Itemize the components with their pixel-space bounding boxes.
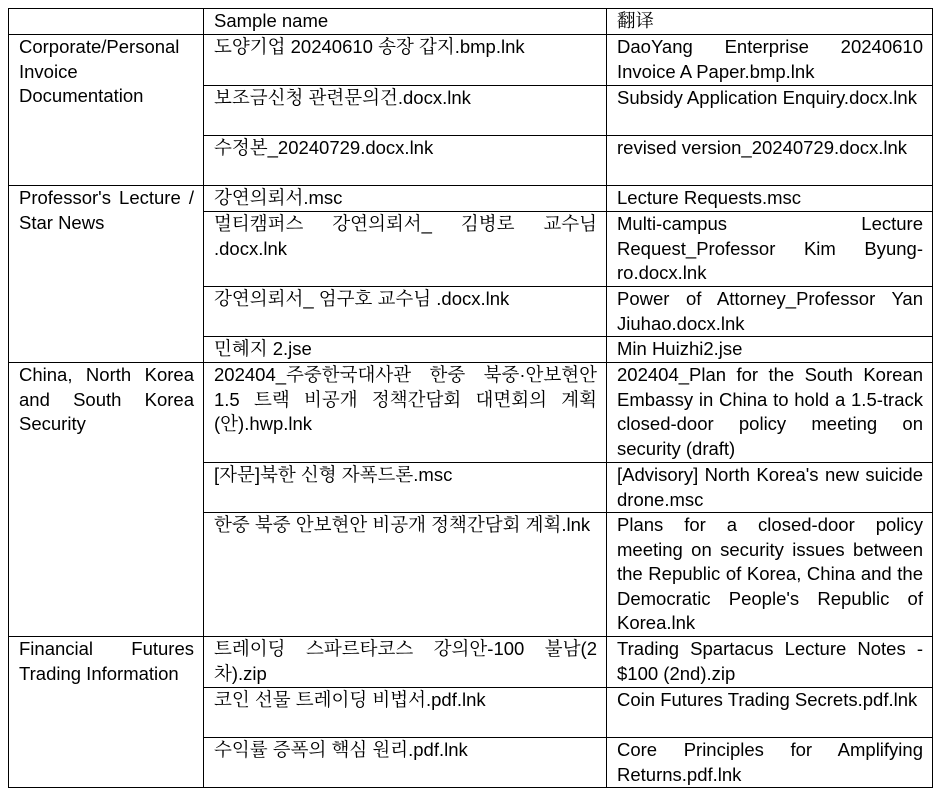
sample-name-cell: 한중 북중 안보현안 비공개 정책간담회 계획.lnk: [204, 513, 607, 637]
translation-cell: Core Principles for Amplifying Returns.pdf.lnk: [607, 738, 933, 788]
table-row: [9, 363, 933, 463]
sample-name-cell: 202404_주중한국대사관 한중 북중·안보현안 1.5 트랙 비공개 정책간담회 대면회의 계획(안).hwp.lnk: [204, 363, 607, 463]
translation-cell: Multi-campus Lecture Request_Professor Kim Byung-ro.docx.lnk: [607, 212, 933, 287]
sample-name-cell: 수정본_20240729.docx.lnk: [204, 136, 607, 186]
translation-cell: Power of Attorney_Professor Yan Jiuhao.docx.lnk: [607, 287, 933, 337]
translation-cell: [Advisory] North Korea's new suicide drone.msc: [607, 463, 933, 513]
category-cell: Corporate/Personal Invoice Documentation: [9, 35, 204, 186]
translation-cell: Coin Futures Trading Secrets.pdf.lnk: [607, 688, 933, 738]
sample-name-cell: 강연의뢰서_ 엄구호 교수님 .docx.lnk: [204, 287, 607, 337]
translation-cell: DaoYang Enterprise 20240610 Invoice A Paper.bmp.lnk: [607, 35, 933, 86]
translation-cell: Plans for a closed-door policy meeting on security issues between the Republic of Korea, China and the Democratic People's Republic of Korea.lnk: [607, 513, 933, 637]
sample-name-cell: 수익률 증폭의 핵심 원리.pdf.lnk: [204, 738, 607, 788]
sample-name-cell: 멀티캠퍼스 강연의뢰서_ 김병로 교수님 .docx.lnk: [204, 212, 607, 287]
table-row: [9, 35, 933, 86]
table-header-row: [9, 9, 933, 35]
sample-name-cell: 강연의뢰서.msc: [204, 186, 607, 212]
sample-name-cell: 보조금신청 관련문의건.docx.lnk: [204, 86, 607, 136]
category-cell: Financial Futures Trading Information: [9, 637, 204, 788]
table-row: [9, 186, 933, 212]
sample-name-cell: 민혜지 2.jse: [204, 337, 607, 363]
sample-name-cell: 트레이딩 스파르타코스 강의안-100 불남(2차).zip: [204, 637, 607, 688]
sample-name-cell: 코인 선물 트레이딩 비법서.pdf.lnk: [204, 688, 607, 738]
translation-cell: 202404_Plan for the South Korean Embassy in China to hold a 1.5-track closed-door policy meeting on security (draft): [607, 363, 933, 463]
sample-name-cell: [자문]북한 신형 자폭드론.msc: [204, 463, 607, 513]
category-cell: China, North Korea and South Korea Security: [9, 363, 204, 637]
translation-cell: revised version_20240729.docx.lnk: [607, 136, 933, 186]
translation-cell: Min Huizhi2.jse: [607, 337, 933, 363]
category-cell: Professor's Lecture / Star News: [9, 186, 204, 363]
translation-cell: Trading Spartacus Lecture Notes - $100 (2nd).zip: [607, 637, 933, 688]
sample-name-cell: 도양기업 20240610 송장 갑지.bmp.lnk: [204, 35, 607, 86]
header-cell-sample-name: Sample name: [204, 9, 607, 35]
table-row: [9, 637, 933, 688]
header-cell-category: [9, 9, 204, 35]
translation-cell: Subsidy Application Enquiry.docx.lnk: [607, 86, 933, 136]
translation-cell: Lecture Requests.msc: [607, 186, 933, 212]
sample-table: [8, 8, 933, 788]
header-cell-translation: 翻译: [607, 9, 933, 35]
